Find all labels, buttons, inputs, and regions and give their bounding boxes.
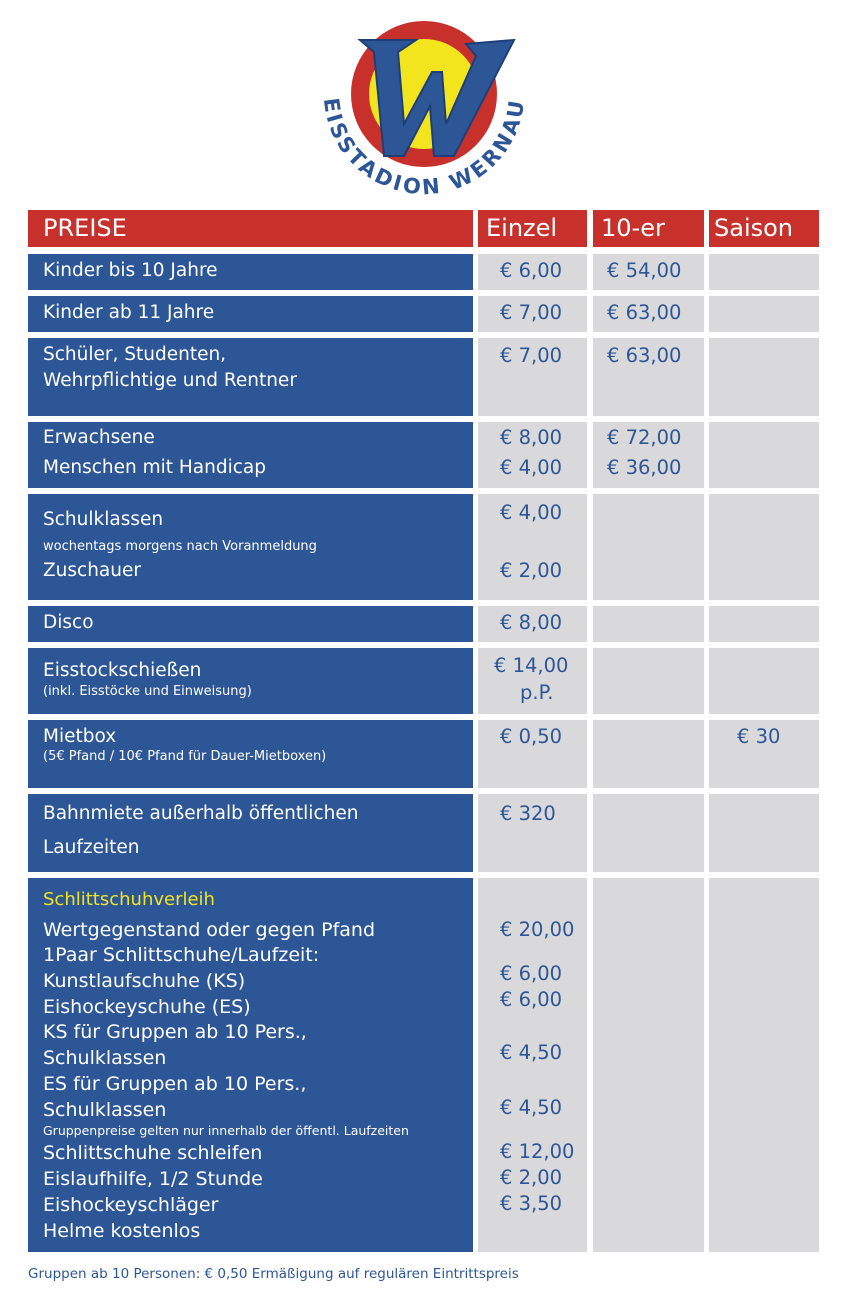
header-title: PREISE [43, 214, 127, 242]
header-preise [28, 210, 473, 247]
row-mietbox-einzel: € 0,50 [478, 720, 587, 788]
row-mietbox-saison: € 30 [709, 720, 819, 788]
row-kinder-bis-10-saison [709, 254, 819, 290]
row-schulklassen-label: Schulklassen wochentags morgens nach Voranmeldung Zuschauer [28, 494, 473, 600]
header-10er: 10-er [593, 210, 704, 247]
row-kinder-ab-11-saison [709, 296, 819, 332]
footer-note: Gruppen ab 10 Personen: € 0,50 Ermäßigung auf regulären Eintrittspreis [28, 1266, 519, 1282]
row-kinder-bis-10-label: Kinder bis 10 Jahre [28, 254, 473, 290]
row-verleih-saison [709, 878, 819, 1252]
row-verleih-zehner [593, 878, 704, 1252]
row-disco-einzel: € 8,00 [478, 606, 587, 642]
header-einzel: Einzel [478, 210, 587, 247]
row-eisstock-label: Eisstockschießen (inkl. Eisstöcke und Einweisung) [28, 648, 473, 714]
row-bahnmiete-label: Bahnmiete außerhalb öffentlichen Laufzeiten [28, 794, 473, 872]
row-erwachsene-zehner: € 72,00 € 36,00 [593, 422, 704, 488]
row-eisstock-saison [709, 648, 819, 714]
row-bahnmiete-saison [709, 794, 819, 872]
row-eisstock-einzel: € 14,00 p.P. [478, 648, 587, 714]
verleih-title: Schlittschuhverleih [43, 889, 215, 910]
row-kinder-ab-11-einzel: € 7,00 [478, 296, 587, 332]
row-mietbox-label: Mietbox (5€ Pfand / 10€ Pfand für Dauer-Mietboxen) [28, 720, 473, 788]
row-verleih-label: Schlittschuhverleih Wertgegenstand oder gegen Pfand 1Paar Schlittschuhe/Laufzeit: Kunstlaufschuhe (KS) Eishockeyschuhe (ES) KS für Gruppen ab 10 Pers., Schulklassen ES für Gruppen ab 10 Pers., Schulklassen Gruppenpreise gelten nur innerhalb der öffentl. Laufzeiten Schlittschuhe schleifen Eislaufhilfe, 1/2 Stunde Eishockeyschläger Helme kostenlos [28, 878, 473, 1252]
row-kinder-ab-11-label: Kinder ab 11 Jahre [28, 296, 473, 332]
row-disco-saison [709, 606, 819, 642]
row-bahnmiete-zehner [593, 794, 704, 872]
row-kinder-ab-11-zehner: € 63,00 [593, 296, 704, 332]
row-schueler-zehner: € 63,00 [593, 338, 704, 416]
row-schueler-einzel: € 7,00 [478, 338, 587, 416]
row-mietbox-zehner [593, 720, 704, 788]
row-schueler-saison [709, 338, 819, 416]
row-bahnmiete-einzel: € 320 [478, 794, 587, 872]
row-schulklassen-saison [709, 494, 819, 600]
row-kinder-bis-10-einzel: € 6,00 [478, 254, 587, 290]
row-erwachsene-label: Erwachsene Menschen mit Handicap [28, 422, 473, 488]
row-disco-label: Disco [28, 606, 473, 642]
logo-wordmark: EISSTADION WERNAU [318, 96, 530, 200]
row-kinder-bis-10-zehner: € 54,00 [593, 254, 704, 290]
eisstadion-wernau-logo [308, 12, 540, 204]
row-schulklassen-zehner [593, 494, 704, 600]
row-eisstock-zehner [593, 648, 704, 714]
row-verleih-einzel: € 20,00 € 6,00 € 6,00 € 4,50 € 4,50 € 12,00 € 2,00 € 3,50 [478, 878, 587, 1252]
row-erwachsene-saison [709, 422, 819, 488]
row-schueler-label: Schüler, Studenten, Wehrpflichtige und Rentner [28, 338, 473, 416]
row-schulklassen-einzel: € 4,00 € 2,00 [478, 494, 587, 600]
header-saison: Saison [709, 210, 819, 247]
row-erwachsene-einzel: € 8,00 € 4,00 [478, 422, 587, 488]
row-disco-zehner [593, 606, 704, 642]
